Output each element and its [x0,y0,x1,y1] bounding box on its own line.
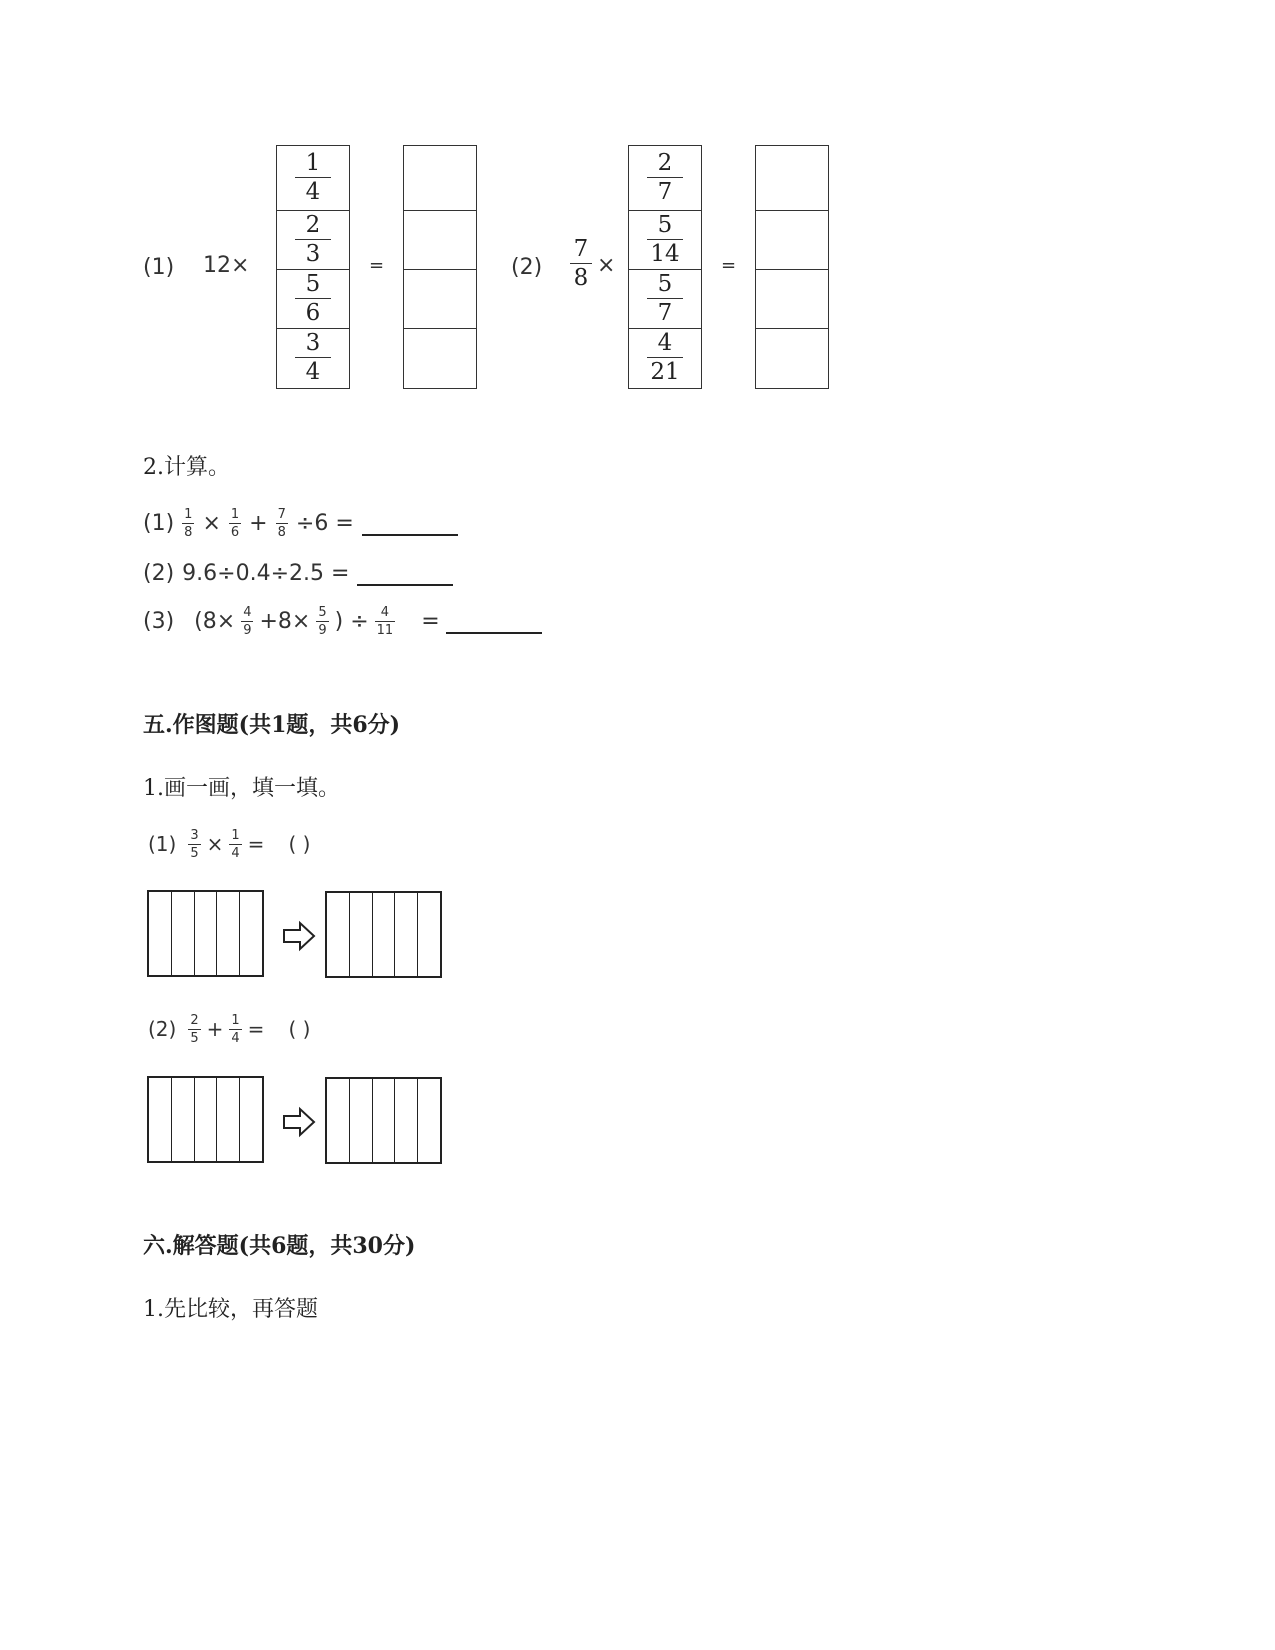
fraction: $\frac{4}{9}$ [243,604,252,638]
fraction-cell: $\frac{5}{7}$ [629,269,701,328]
equals-sign: = [247,1017,265,1041]
fraction: $\frac{1}{6}$ [230,506,240,540]
question-title: 2.计算。 [143,455,230,480]
question-title: 1.画一画，填一填。 [143,776,340,801]
equals-sign: = [247,832,265,856]
answer-cell[interactable] [404,146,476,210]
hollow-right-arrow-icon [282,920,316,952]
problem-label: (1) [143,255,175,280]
draw-item-2-expression [148,1008,310,1050]
calc-item-2 [143,558,453,588]
answer-column [755,145,829,389]
answer-blank[interactable] [362,510,458,536]
fraction: $\frac{7}{8}$ [277,506,286,540]
item-label: (3) [143,608,175,634]
answer-cell[interactable] [756,328,828,387]
operator: + [206,1017,224,1041]
multiplier: 12× [203,253,250,278]
fraction-cell: $\frac{5}{6}$ [277,269,349,328]
fraction-rectangle-right[interactable] [325,891,442,978]
fraction-cell: $\frac{5}{14}$ [629,210,701,269]
equals-sign: = [421,608,440,634]
fraction: $\frac{2}{5}$ [190,1012,199,1046]
fraction: $\frac{1}{8}$ [184,506,193,540]
answer-cell[interactable] [404,328,476,387]
operator: + [249,510,268,536]
operator: × [206,832,224,856]
section-heading: 五.作图题(共1题，共6分) [143,712,401,738]
expression-close: ) ÷ [334,608,369,634]
fraction-cell: $\frac{1}{4}$ [277,146,349,210]
question-title: 1.先比较，再答题 [143,1297,318,1322]
fraction-cell: $\frac{4}{21}$ [629,328,701,387]
calc-item-3 [143,600,542,642]
draw-item-1-expression [148,823,310,865]
multiplier-fraction: 7 8 [570,238,592,290]
expression-tail: ÷6 = [295,510,354,536]
fraction-cell: $\frac{2}{3}$ [277,210,349,269]
fraction: $\frac{1}{4}$ [231,1012,240,1046]
answer-blank[interactable] [446,608,542,634]
fraction: $\frac{5}{9}$ [318,604,327,638]
item-label: (2) [143,560,175,586]
answer-column [403,145,477,389]
fraction: $\frac{1}{4}$ [231,827,240,861]
fraction: $\frac{3}{5}$ [190,827,199,861]
fraction-rectangle-right[interactable] [325,1077,442,1164]
item-label: (2) [148,1017,177,1041]
fraction-cell: $\frac{3}{4}$ [277,328,349,387]
fraction-rectangle-left [147,1076,264,1163]
answer-cell[interactable] [404,269,476,328]
fraction-column [276,145,350,389]
fraction: $\frac{4}{11}$ [376,604,394,638]
equals-sign: = [721,255,737,276]
answer-cell[interactable] [404,210,476,269]
answer-cell[interactable] [756,210,828,269]
operator: × [202,510,221,536]
equals-sign: = [369,255,385,276]
item-label: (1) [148,832,177,856]
answer-cell[interactable] [756,269,828,328]
fraction-column [628,145,702,389]
expression-mid: +8× [259,608,311,634]
section-heading: 六.解答题(共6题，共30分) [143,1233,416,1259]
fraction-cell: $\frac{2}{7}$ [629,146,701,210]
answer-parentheses[interactable]: ( ) [288,1017,311,1041]
times-sign: × [597,253,616,278]
expression-open: (8× [194,608,236,634]
answer-blank[interactable] [357,560,453,586]
calc-item-1 [143,503,458,543]
item-label: (1) [143,510,175,536]
answer-parentheses[interactable]: ( ) [288,832,311,856]
expression: 9.6÷0.4÷2.5 = [182,560,350,586]
fraction-rectangle-left [147,890,264,977]
answer-cell[interactable] [756,146,828,210]
hollow-right-arrow-icon [282,1106,316,1138]
problem-label: (2) [511,255,543,280]
